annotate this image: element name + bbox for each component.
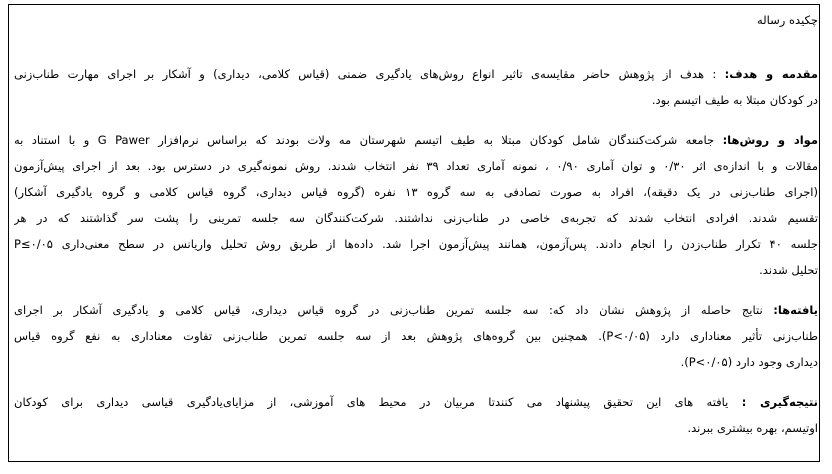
conclusion-line-2: اوتیسم، بهره بیشتری ببرند. <box>687 421 818 435</box>
intro-line-2: در کودکان مبتلا به طیف اتیسم بود. <box>651 93 818 107</box>
findings-line-2: طناب‌زنی تأثیر معناداری دارد (P<۰/۰۵). همچنین بین گروه‌های پژوهش بعد از سه جلسه تمرین طناب‌زنی تفاوت معناداری به نفع گروه قیاس <box>14 329 818 343</box>
methods-label: مواد و روش‌ها: <box>722 133 818 147</box>
methods-line-6: تحلیل شدند. <box>759 263 818 277</box>
findings-line-1: یافته‌ها: نتایج حاصله از پژوهش نشان داد که: سه جلسه تمرین طناب‌زنی در گروه قیاس دیداری، قیاس کلامی و یادگیری آشکار بر اجرای <box>14 303 818 317</box>
methods-line-5: جلسه ۴۰ تکرار طناب‌زدن را انجام دادند. پس‌آزمون، همانند پیش‌آزمون اجرا شد. داده‌ها از طریق روش تحلیل واریانس در سطح معنی‌داری P≤۰/۰۵ <box>14 237 818 251</box>
methods-line-4: تقسیم شدند. افرادی انتخاب شدند که تجربه‌ی خاصی در طناب‌زنی نداشتند. شرکت‌کنندگان سه جلسه تمرینی را پشت سر گذاشتند که در هر <box>14 211 818 225</box>
conclusion-label: نتیجه‌گیری : <box>741 395 818 409</box>
methods-line-2: مقالات و با اندازه‌ی اثر ۰/۳۰ و توان آماری ۰/۹۰ ، نمونه آماری تعداد ۳۹ نفر انتخاب شدند. روش نمونه‌گیری در دسترس بود. بعد از اجرای پیش‌آزمون <box>14 159 818 173</box>
intro-label: مقدمه و هدف: <box>724 67 818 81</box>
abstract-title: چکیده رساله <box>756 13 818 27</box>
methods-line-1: مواد و روش‌ها: جامعه شرکت‌کنندگان شامل کودکان مبتلا به طیف اتیسم شهرستان مه ولات بودند که براساس نرم‌افزار G Pawer و با استناد به <box>14 133 818 147</box>
conclusion-line-1: نتیجه‌گیری : یافته های این تحقیق پیشنهاد می کنند‌تا مربیان در محیط های آموزشی، از مزایای‌یادگیری قیاسی دیداری برای کودکان <box>14 395 818 409</box>
intro-line-1: مقدمه و هدف: : هدف از پژوهش حاضر مقایسه‌ی تاثیر انواع روش‌های یادگیری ضمنی (قیاس کلامی، دیداری) و آشکار بر اجرای مهارت طناب‌زنی <box>14 67 818 81</box>
findings-line-3: دیداری وجود دارد (P<۰/۰۵). <box>680 355 818 369</box>
findings-label: یافته‌ها: <box>773 303 818 317</box>
methods-line-3: (اجرای طناب‌زنی در یک دقیقه)، افراد به صورت تصادفی به سه گروه ۱۳ نفره (گروه قیاس دیداری، گروه قیاس کلامی و گروه یادگیری آشکار) <box>14 185 818 199</box>
